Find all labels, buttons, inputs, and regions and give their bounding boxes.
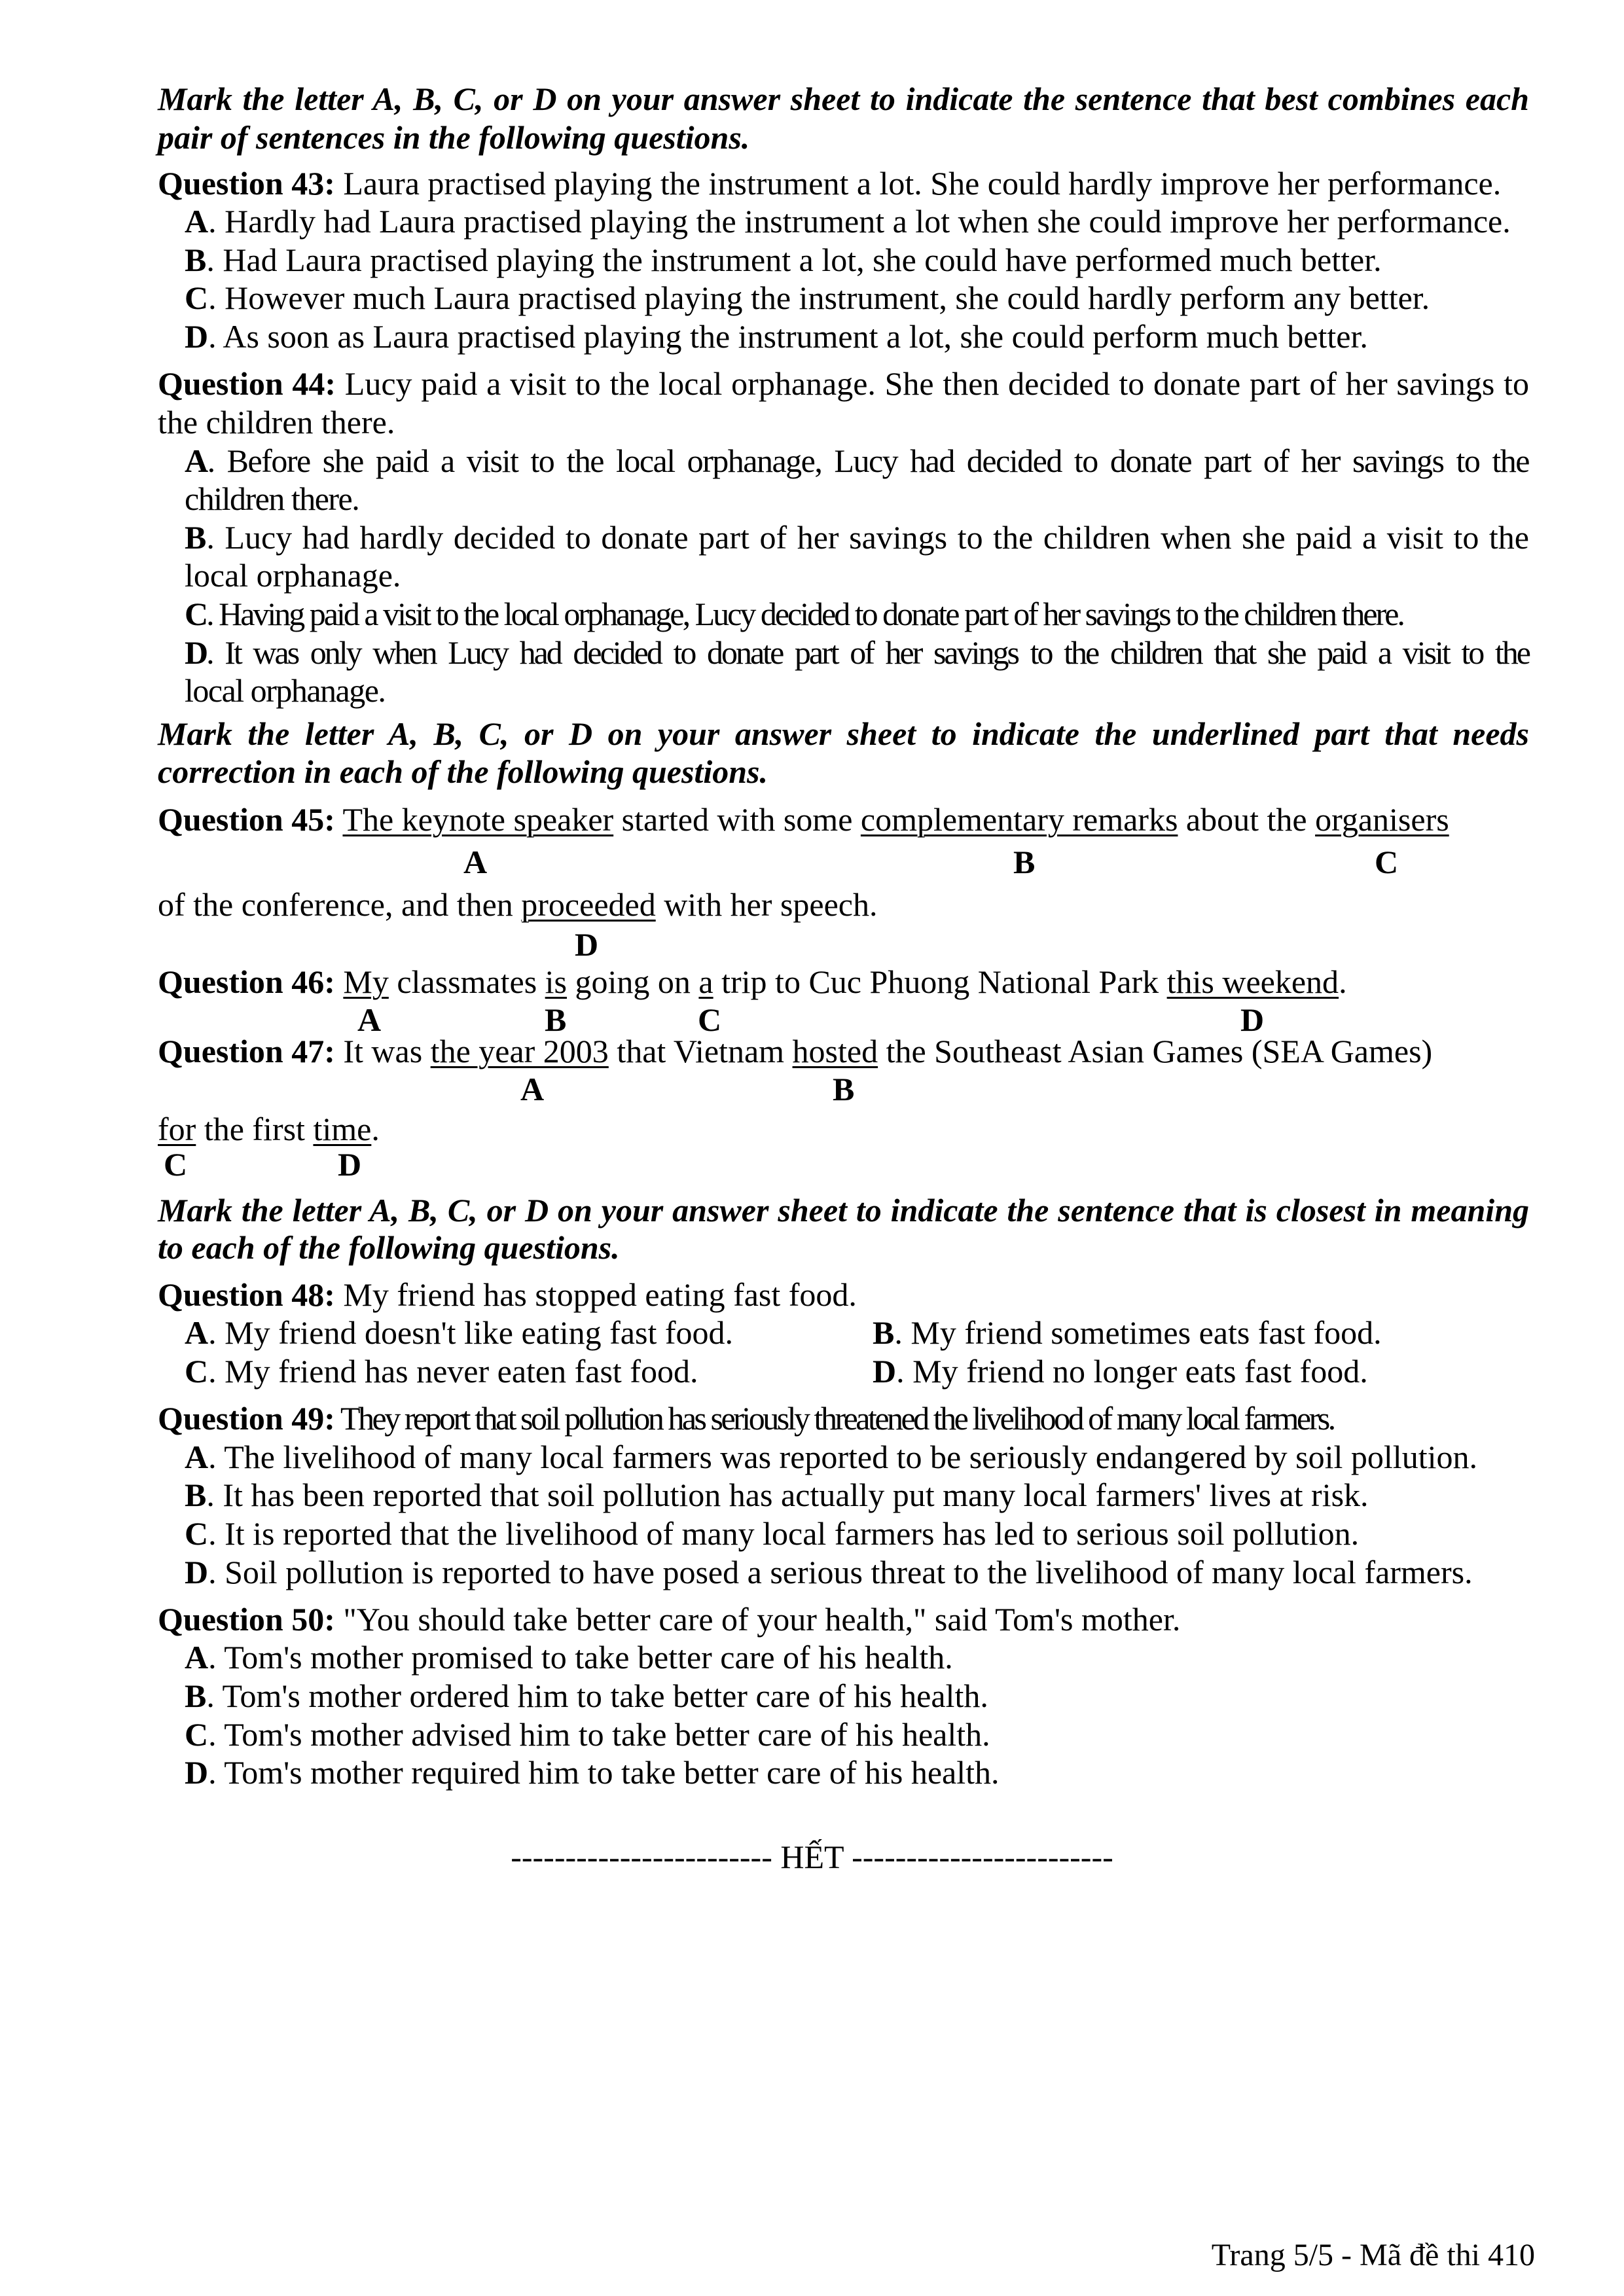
option-letter: C xyxy=(185,596,207,632)
underlined-part-b: is xyxy=(545,963,568,1000)
letter-a: A xyxy=(463,844,488,880)
question-44 xyxy=(158,364,1529,403)
question-45-cont xyxy=(158,885,1529,924)
question-stem: Laura practised playing the instrument a lot. She could hardly improve her performance. xyxy=(334,165,1502,202)
letter-b: B xyxy=(833,1071,855,1107)
option-text: . Tom's mother advised him to take better care of his health. xyxy=(208,1716,990,1753)
text: the first xyxy=(196,1111,314,1147)
question-43 xyxy=(158,164,1529,203)
option-letter: D xyxy=(185,1754,209,1791)
option-text: . Had Laura practised playing the instrument a lot, she could have performed much better. xyxy=(206,242,1382,278)
option-letter: A xyxy=(185,1314,209,1351)
text: trip to Cuc Phuong National Park xyxy=(713,963,1167,1000)
option-letter: D xyxy=(185,634,207,671)
letter-d: D xyxy=(1240,1001,1265,1038)
option-text: . However much Laura practised playing the instrument, she could hardly perform any better. xyxy=(208,279,1430,316)
letter-c: C xyxy=(164,1146,188,1183)
option-44-b xyxy=(185,518,1529,557)
option-49-a xyxy=(185,1437,1529,1477)
question-48 xyxy=(158,1275,1529,1314)
text: classmates xyxy=(388,963,545,1000)
letter-d: D xyxy=(338,1146,362,1183)
option-text: . Having paid a visit to the local orphanage, Lucy decided to donate part of her savings to the children there. xyxy=(206,596,1403,632)
letter-b: B xyxy=(1013,844,1036,880)
underlined-part-c: for xyxy=(158,1111,196,1147)
question-stem: My friend has stopped eating fast food. xyxy=(334,1276,857,1313)
letter-b: B xyxy=(545,1001,567,1038)
option-text: . Lucy had hardly decided to donate part of her savings to the children when she paid a visit to the xyxy=(206,519,1529,556)
question-label: Question 48: xyxy=(158,1276,335,1313)
underlined-part-a: the year 2003 xyxy=(430,1033,609,1069)
text: with her speech. xyxy=(655,886,878,923)
underlined-part-c: a xyxy=(698,963,713,1000)
option-letter: A xyxy=(185,1439,209,1475)
question-label: Question 50: xyxy=(158,1601,335,1638)
question-50 xyxy=(158,1600,1529,1639)
instruction-closest-line2: to each of the following questions. xyxy=(158,1229,620,1266)
underlined-part-a: My xyxy=(343,963,389,1000)
letter-c: C xyxy=(698,1001,722,1038)
option-letter: A xyxy=(185,1639,209,1676)
text: that Vietnam xyxy=(608,1033,793,1069)
option-44-a xyxy=(185,441,1529,480)
option-44-b-cont: local orphanage. xyxy=(185,557,401,594)
option-text: . As soon as Laura practised playing the instrument a lot, she could perform much better. xyxy=(208,318,1368,355)
option-44-d xyxy=(185,633,1529,672)
end-marker: ------------------------ HẾT ------------------------ xyxy=(511,1839,1113,1875)
option-48-d xyxy=(873,1352,1368,1391)
question-47 xyxy=(158,1031,1529,1071)
option-text: . My friend no longer eats fast food. xyxy=(896,1353,1368,1390)
instruction-combine-line2: pair of sentences in the following questions. xyxy=(158,119,750,156)
option-48-b xyxy=(873,1313,1382,1352)
option-50-d xyxy=(185,1753,1529,1792)
underlined-part-c: organisers xyxy=(1315,801,1449,838)
option-44-a-cont: children there. xyxy=(185,480,359,517)
question-45 xyxy=(158,800,1529,839)
option-50-b xyxy=(185,1676,1529,1715)
text: of the conference, and then xyxy=(158,886,522,923)
option-49-c xyxy=(185,1514,1529,1553)
option-text: . My friend doesn't like eating fast food. xyxy=(208,1314,733,1351)
underlined-part-b: hosted xyxy=(792,1033,878,1069)
question-47-cont xyxy=(158,1109,1529,1149)
option-letter: D xyxy=(185,318,209,355)
text: about the xyxy=(1178,801,1316,838)
text: . xyxy=(1339,963,1347,1000)
option-43-a xyxy=(185,202,1529,241)
text: . xyxy=(371,1111,380,1147)
option-letter: B xyxy=(185,1677,207,1714)
option-50-a xyxy=(185,1638,1529,1677)
option-letter: B xyxy=(873,1314,895,1351)
option-text: . Tom's mother promised to take better care of his health. xyxy=(208,1639,953,1676)
option-text: . Before she paid a visit to the local orphanage, Lucy had decided to donate part of her savings to the xyxy=(207,442,1529,479)
option-letter: D xyxy=(873,1353,897,1390)
underlined-part-d: time xyxy=(313,1111,372,1147)
text: It was xyxy=(334,1033,431,1069)
option-letter: A xyxy=(185,442,208,479)
underlined-part-d: this weekend xyxy=(1166,963,1339,1000)
option-text: . Tom's mother ordered him to take better care of his health. xyxy=(206,1677,988,1714)
option-text: . Tom's mother required him to take better care of his health. xyxy=(208,1754,1000,1791)
option-text: . It is reported that the livelihood of many local farmers has led to serious soil pollution. xyxy=(208,1515,1360,1552)
question-label: Question 45: xyxy=(158,801,335,838)
question-label: Question 43: xyxy=(158,165,335,202)
option-text: . My friend sometimes eats fast food. xyxy=(894,1314,1382,1351)
option-letter: C xyxy=(185,279,209,316)
option-text: . My friend has never eaten fast food. xyxy=(208,1353,698,1390)
option-49-d xyxy=(185,1552,1529,1592)
text: going on xyxy=(567,963,699,1000)
question-49 xyxy=(158,1399,1529,1438)
question-44-cont: the children there. xyxy=(158,404,395,440)
option-text: . The livelihood of many local farmers was reported to be seriously endangered by soil pollution. xyxy=(208,1439,1477,1475)
text: the Southeast Asian Games (SEA Games) xyxy=(878,1033,1433,1069)
option-letter: C xyxy=(185,1515,209,1552)
question-label: Question 47: xyxy=(158,1033,335,1069)
question-stem: They report that soil pollution has seriously threatened the livelihood of many local farmers. xyxy=(334,1400,1334,1437)
option-letter: B xyxy=(185,1477,207,1513)
option-letter: D xyxy=(185,1554,209,1590)
option-text: . It has been reported that soil pollution has actually put many local farmers' lives at risk. xyxy=(206,1477,1369,1513)
question-stem: "You should take better care of your health," said Tom's mother. xyxy=(334,1601,1181,1638)
letter-a: A xyxy=(520,1071,545,1107)
option-44-d-cont: local orphanage. xyxy=(185,672,386,709)
option-43-d xyxy=(185,317,1529,356)
option-letter: C xyxy=(185,1353,209,1390)
letter-a: A xyxy=(357,1001,382,1038)
question-46 xyxy=(158,962,1529,1001)
option-letter: C xyxy=(185,1716,209,1753)
instruction-correction-line2: correction in each of the following questions. xyxy=(158,753,768,790)
underlined-part-a: The keynote speaker xyxy=(342,801,614,838)
question-stem: Lucy paid a visit to the local orphanage. She then decided to donate part of her savings to xyxy=(336,365,1529,402)
underlined-part-b: complementary remarks xyxy=(860,801,1178,838)
text xyxy=(335,801,343,838)
option-43-b xyxy=(185,240,1529,279)
option-44-c xyxy=(185,594,1529,634)
letter-d: D xyxy=(575,926,599,963)
option-letter: A xyxy=(185,203,209,240)
instruction-closest-line1: Mark the letter A, B, C, or D on your answer sheet to indicate the sentence that is closest in meaning xyxy=(158,1192,1529,1229)
instruction-correction-line1: Mark the letter A, B, C, or D on your answer sheet to indicate the underlined part that needs xyxy=(158,715,1529,752)
option-letter: B xyxy=(185,242,207,278)
page-footer: Trang 5/5 - Mã đề thi 410 xyxy=(1211,2238,1535,2272)
option-letter: B xyxy=(185,519,207,556)
underlined-part-d: proceeded xyxy=(521,886,656,923)
question-label: Question 49: xyxy=(158,1400,335,1437)
text xyxy=(335,963,344,1000)
text: started with some xyxy=(613,801,861,838)
option-43-c xyxy=(185,278,1529,317)
option-49-b xyxy=(185,1475,1529,1515)
question-label: Question 46: xyxy=(158,963,335,1000)
question-label: Question 44: xyxy=(158,365,336,402)
option-50-c xyxy=(185,1715,1529,1754)
instruction-combine-line1: Mark the letter A, B, C, or D on your answer sheet to indicate the sentence that best combines each xyxy=(158,81,1529,117)
option-text: . Hardly had Laura practised playing the instrument a lot when she could improve her performance. xyxy=(208,203,1511,240)
option-text: . Soil pollution is reported to have posed a serious threat to the livelihood of many local farmers. xyxy=(208,1554,1473,1590)
option-text: . It was only when Lucy had decided to donate part of her savings to the children that she paid a visit to the xyxy=(206,634,1529,671)
letter-c: C xyxy=(1375,844,1399,880)
